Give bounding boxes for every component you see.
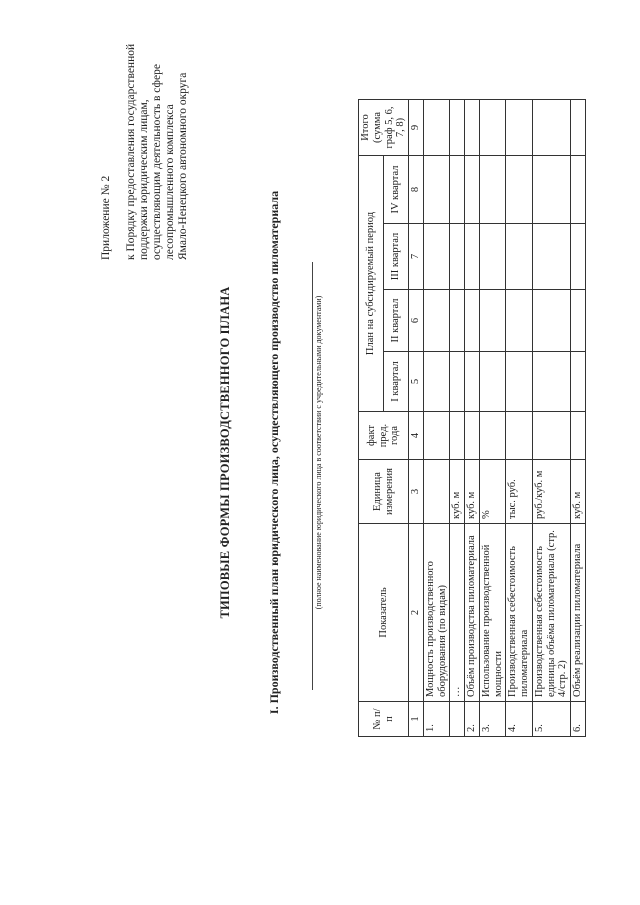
header-num: № п/п [359, 702, 409, 737]
q4-cell[interactable] [423, 156, 450, 224]
row-indicator: Объём производства пиломатериала [465, 524, 480, 702]
total-cell[interactable] [423, 100, 450, 156]
q3-cell[interactable] [506, 224, 533, 290]
header-fact: факт пред. года [359, 412, 409, 460]
section-title: I. Производственный план юридического лица, осуществляющего производство пиломатериала [267, 190, 281, 715]
q2-cell[interactable] [423, 290, 450, 352]
table-row [465, 100, 480, 737]
column-number: 7 [409, 224, 424, 290]
q1-cell[interactable] [532, 352, 570, 412]
row-unit: куб. м [465, 460, 480, 524]
row-unit: куб. м [571, 460, 586, 524]
q4-cell[interactable] [450, 156, 465, 224]
fact-cell[interactable] [450, 412, 465, 460]
q4-cell[interactable] [506, 156, 533, 224]
header-total: Итого (сумма граф 5, 6, 7, 8) [359, 100, 409, 156]
appendix-line: к Порядку предоставления государственной [125, 43, 137, 260]
row-indicator: Мощность производственного оборудования (по видам) [423, 524, 450, 702]
q3-cell[interactable] [423, 224, 450, 290]
row-unit: руб./куб. м [532, 460, 570, 524]
fact-cell[interactable] [571, 412, 586, 460]
q1-cell[interactable] [465, 352, 480, 412]
header-q2: II квартал [384, 290, 409, 352]
q1-cell[interactable] [450, 352, 465, 412]
row-unit: % [479, 460, 506, 524]
appendix-reference [125, 44, 189, 260]
header-q4: IV квартал [384, 156, 409, 224]
row-indicator: Объём реализации пиломатериала [571, 524, 586, 702]
table-header-row [359, 100, 384, 737]
q3-cell[interactable] [532, 224, 570, 290]
q4-cell[interactable] [479, 156, 506, 224]
column-number: 5 [409, 352, 424, 412]
column-number: 8 [409, 156, 424, 224]
table-row [571, 100, 586, 737]
q1-cell[interactable] [571, 352, 586, 412]
q3-cell[interactable] [479, 224, 506, 290]
q2-cell[interactable] [571, 290, 586, 352]
q2-cell[interactable] [465, 290, 480, 352]
appendix-title: Приложение № 2 [100, 175, 112, 260]
row-number [450, 702, 465, 737]
column-number: 3 [409, 460, 424, 524]
header-plan: План на субсидируемый период [359, 156, 384, 412]
q4-cell[interactable] [532, 156, 570, 224]
row-number: 4. [506, 702, 533, 737]
row-indicator: Производственная себестоимость пиломатериала [506, 524, 533, 702]
appendix-line: осуществляющим деятельность в сфере [150, 64, 163, 260]
column-number: 2 [409, 524, 424, 702]
row-number: 2. [465, 702, 480, 737]
column-number-row [409, 100, 424, 737]
table-row [450, 100, 465, 737]
q2-cell[interactable] [450, 290, 465, 352]
table-row [506, 100, 533, 737]
column-number: 6 [409, 290, 424, 352]
row-number: 1. [423, 702, 450, 737]
total-cell[interactable] [465, 100, 480, 156]
total-cell[interactable] [506, 100, 533, 156]
q1-cell[interactable] [423, 352, 450, 412]
appendix-line: поддержки юридическим лицам, [137, 99, 150, 260]
q2-cell[interactable] [479, 290, 506, 352]
row-number: 3. [479, 702, 506, 737]
q3-cell[interactable] [465, 224, 480, 290]
q1-cell[interactable] [506, 352, 533, 412]
row-indicator: Использование производственной мощности [479, 524, 506, 702]
header-unit: Единица измерения [359, 460, 409, 524]
table-row [423, 100, 450, 737]
row-number: 6. [571, 702, 586, 737]
total-cell[interactable] [450, 100, 465, 156]
table-row [479, 100, 506, 737]
column-number: 1 [409, 702, 424, 737]
header-q3: III квартал [384, 224, 409, 290]
document-title: ТИПОВЫЕ ФОРМЫ ПРОИЗВОДСТВЕННОГО ПЛАНА [218, 286, 232, 619]
header-indicator: Показатель [359, 524, 409, 702]
q1-cell[interactable] [479, 352, 506, 412]
column-number: 4 [409, 412, 424, 460]
fact-cell[interactable] [465, 412, 480, 460]
fact-cell[interactable] [506, 412, 533, 460]
production-plan-table [358, 99, 586, 737]
fact-cell[interactable] [423, 412, 450, 460]
row-indicator: Производственная себестоимость единицы объёма пиломатериала (стр. 4/стр. 2) [532, 524, 570, 702]
header-q1: I квартал [384, 352, 409, 412]
row-indicator: … [450, 524, 465, 702]
row-unit [423, 460, 450, 524]
company-name-line [312, 262, 313, 690]
row-unit: куб. м [450, 460, 465, 524]
total-cell[interactable] [571, 100, 586, 156]
total-cell[interactable] [479, 100, 506, 156]
q2-cell[interactable] [506, 290, 533, 352]
q3-cell[interactable] [450, 224, 465, 290]
fact-cell[interactable] [479, 412, 506, 460]
column-number: 9 [409, 100, 424, 156]
q2-cell[interactable] [532, 290, 570, 352]
q4-cell[interactable] [465, 156, 480, 224]
company-name-hint: (полное наименование юридического лица в соответствии с учредительными документами) [314, 295, 323, 610]
row-unit: тыс. руб. [506, 460, 533, 524]
total-cell[interactable] [532, 100, 570, 156]
table-row [532, 100, 570, 737]
fact-cell[interactable] [532, 412, 570, 460]
appendix-line: лесопромышленного комплекса [163, 104, 176, 260]
q4-cell[interactable] [571, 156, 586, 224]
row-number: 5. [532, 702, 570, 737]
appendix-line: Ямало-Ненецкого автономного округа [176, 72, 189, 260]
q3-cell[interactable] [571, 224, 586, 290]
